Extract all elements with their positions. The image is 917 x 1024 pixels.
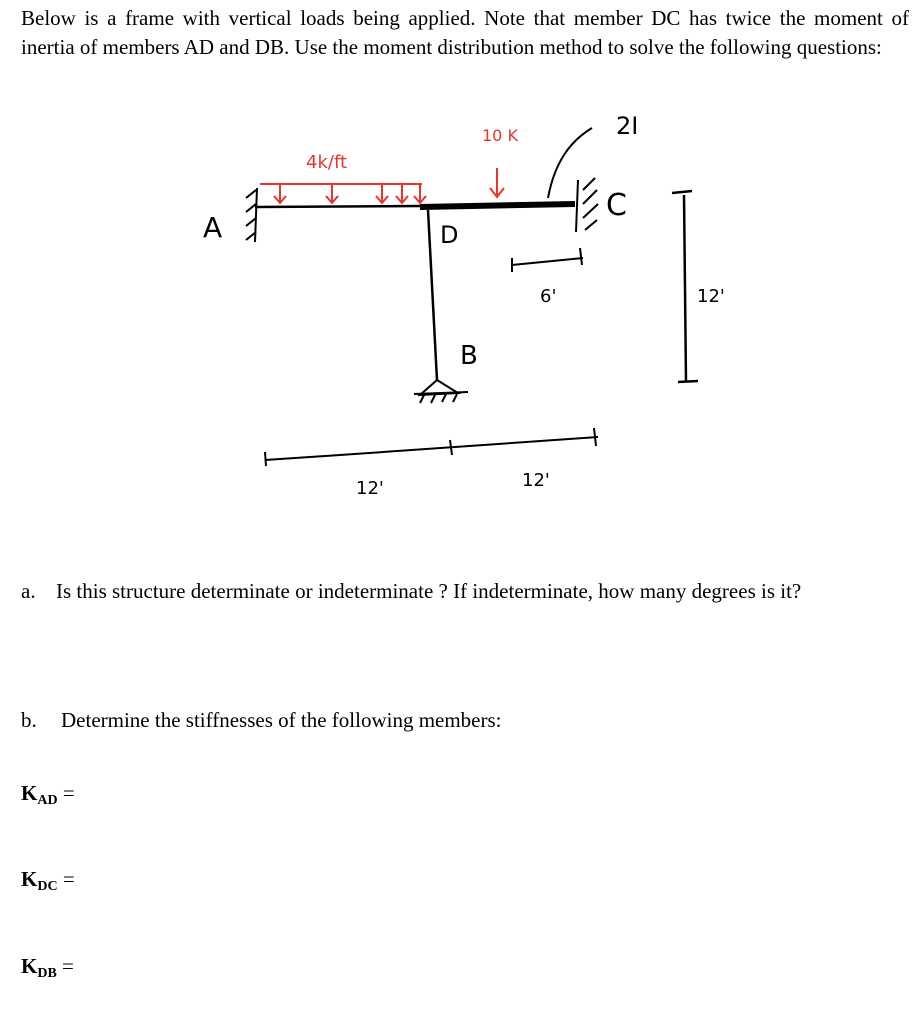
node-b-label: B [460, 341, 478, 371]
dim-right-label: 12' [522, 470, 550, 491]
support-b-pin [414, 380, 468, 403]
dim-vertical-label: 12' [697, 286, 725, 307]
question-b [21, 707, 502, 733]
dim-6ft-label: 6' [540, 286, 557, 307]
point-load-arrow [490, 168, 504, 197]
problem-statement: Below is a frame with vertical loads being applied. Note that member DC has twice the moment of inertia of members AD and DB. Use the moment distribution method to solve the following questions: [21, 6, 909, 59]
column-db [428, 210, 437, 380]
distributed-load-label: 4k/ft [306, 152, 348, 173]
k-ad-label [21, 780, 75, 810]
question-a-text: Is this structure determinate or indeterminate ? If indeterminate, how many degrees is it? [56, 579, 802, 603]
dim-vertical-12ft [672, 191, 698, 382]
question-a-letter: a. [21, 579, 36, 603]
dim-left-label: 12' [356, 478, 384, 499]
support-a-fixed [246, 188, 257, 242]
dim-6ft [512, 248, 583, 272]
k-dc-symbol: K [21, 867, 38, 891]
question-a [21, 578, 801, 604]
k-ad-equals: = [57, 781, 75, 805]
node-d-label: D [440, 221, 459, 249]
k-dc-label [21, 866, 75, 896]
k-ad-subscript: AD [37, 793, 58, 808]
k-db-subscript: DB [37, 966, 57, 981]
point-load-label: 10 K [482, 126, 518, 145]
distributed-load-arrows [260, 184, 426, 203]
k-dc-subscript: DC [37, 879, 58, 894]
beam-dc [420, 204, 575, 207]
k-db-label [21, 953, 74, 983]
k-db-symbol: K [21, 954, 38, 978]
beam-ad [255, 206, 420, 207]
inertia-label: 2I [616, 112, 639, 140]
k-ad-symbol: K [21, 781, 38, 805]
node-c-label: C [606, 188, 627, 223]
question-b-letter: b. [21, 708, 37, 732]
dim-horizontal [265, 428, 598, 466]
question-b-text: Determine the stiffnesses of the following members: [61, 708, 502, 732]
support-c-fixed [576, 178, 598, 232]
k-db-equals: = [56, 954, 74, 978]
frame-diagram [0, 100, 917, 520]
k-dc-equals: = [57, 867, 75, 891]
node-a-label: A [203, 211, 223, 244]
